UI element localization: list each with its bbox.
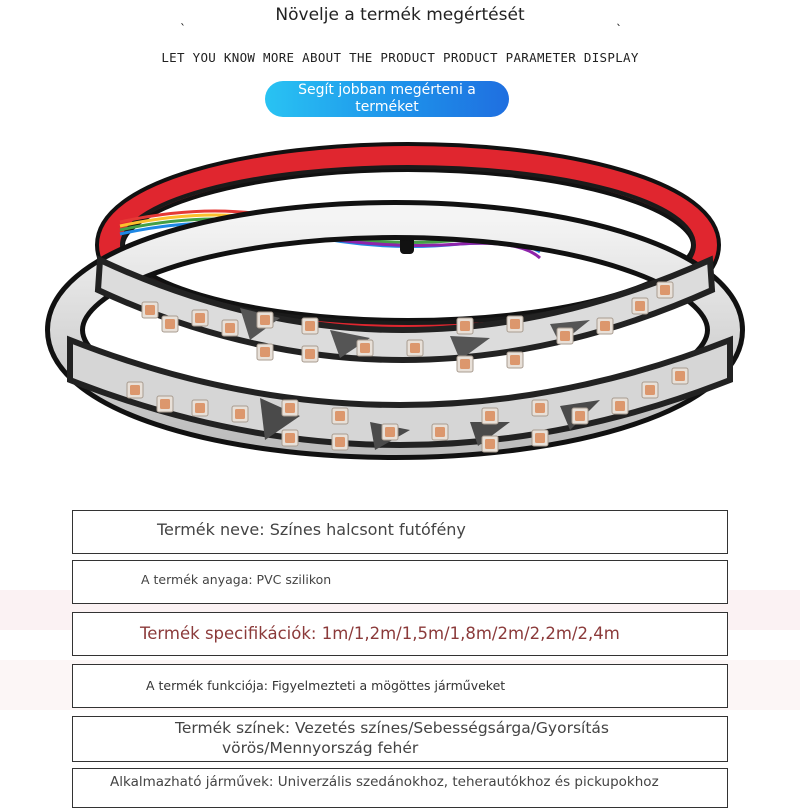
spec-colors-text: Termék színek: Vezetés színes/Sebességsárga/Gyorsítás bbox=[175, 719, 609, 737]
info-pill-button[interactable] bbox=[265, 81, 509, 117]
spec-specifications-text: Termék specifikációk: 1m/1,2m/1,5m/1,8m/2m/2,2m/2,4m bbox=[140, 624, 620, 643]
spec-vehicles-text: Alkalmazható járművek: Univerzális szedánokhoz, teherautókhoz és pickupokhoz bbox=[110, 774, 659, 790]
spec-material-text: A termék anyaga: PVC szilikon bbox=[141, 572, 332, 587]
decorative-mark: ˋ bbox=[180, 22, 186, 36]
spec-row-name bbox=[72, 510, 728, 554]
spec-row-vehicles bbox=[72, 768, 728, 808]
spec-row-colors bbox=[72, 716, 728, 762]
spec-function-text: A termék funkciója: Figyelmezteti a mögöttes járműveket bbox=[146, 678, 506, 693]
spec-row-material bbox=[72, 560, 728, 604]
info-pill-label: Segít jobban megérteni a terméket bbox=[298, 82, 476, 115]
led-strip-upper-band bbox=[98, 260, 712, 372]
spec-row-function bbox=[72, 664, 728, 708]
page-subtitle: LET YOU KNOW MORE ABOUT THE PRODUCT PRODUCT PARAMETER DISPLAY bbox=[161, 50, 639, 65]
page-title: Növelje a termék megértését bbox=[275, 5, 525, 25]
spec-colors-text-cont: vörös/Mennyország fehér bbox=[222, 739, 419, 757]
spec-row-specifications bbox=[72, 612, 728, 656]
decorative-mark: ˎ bbox=[616, 12, 622, 26]
product-image bbox=[0, 140, 800, 500]
spec-name-text: Termék neve: Színes halcsont futófény bbox=[157, 520, 466, 539]
